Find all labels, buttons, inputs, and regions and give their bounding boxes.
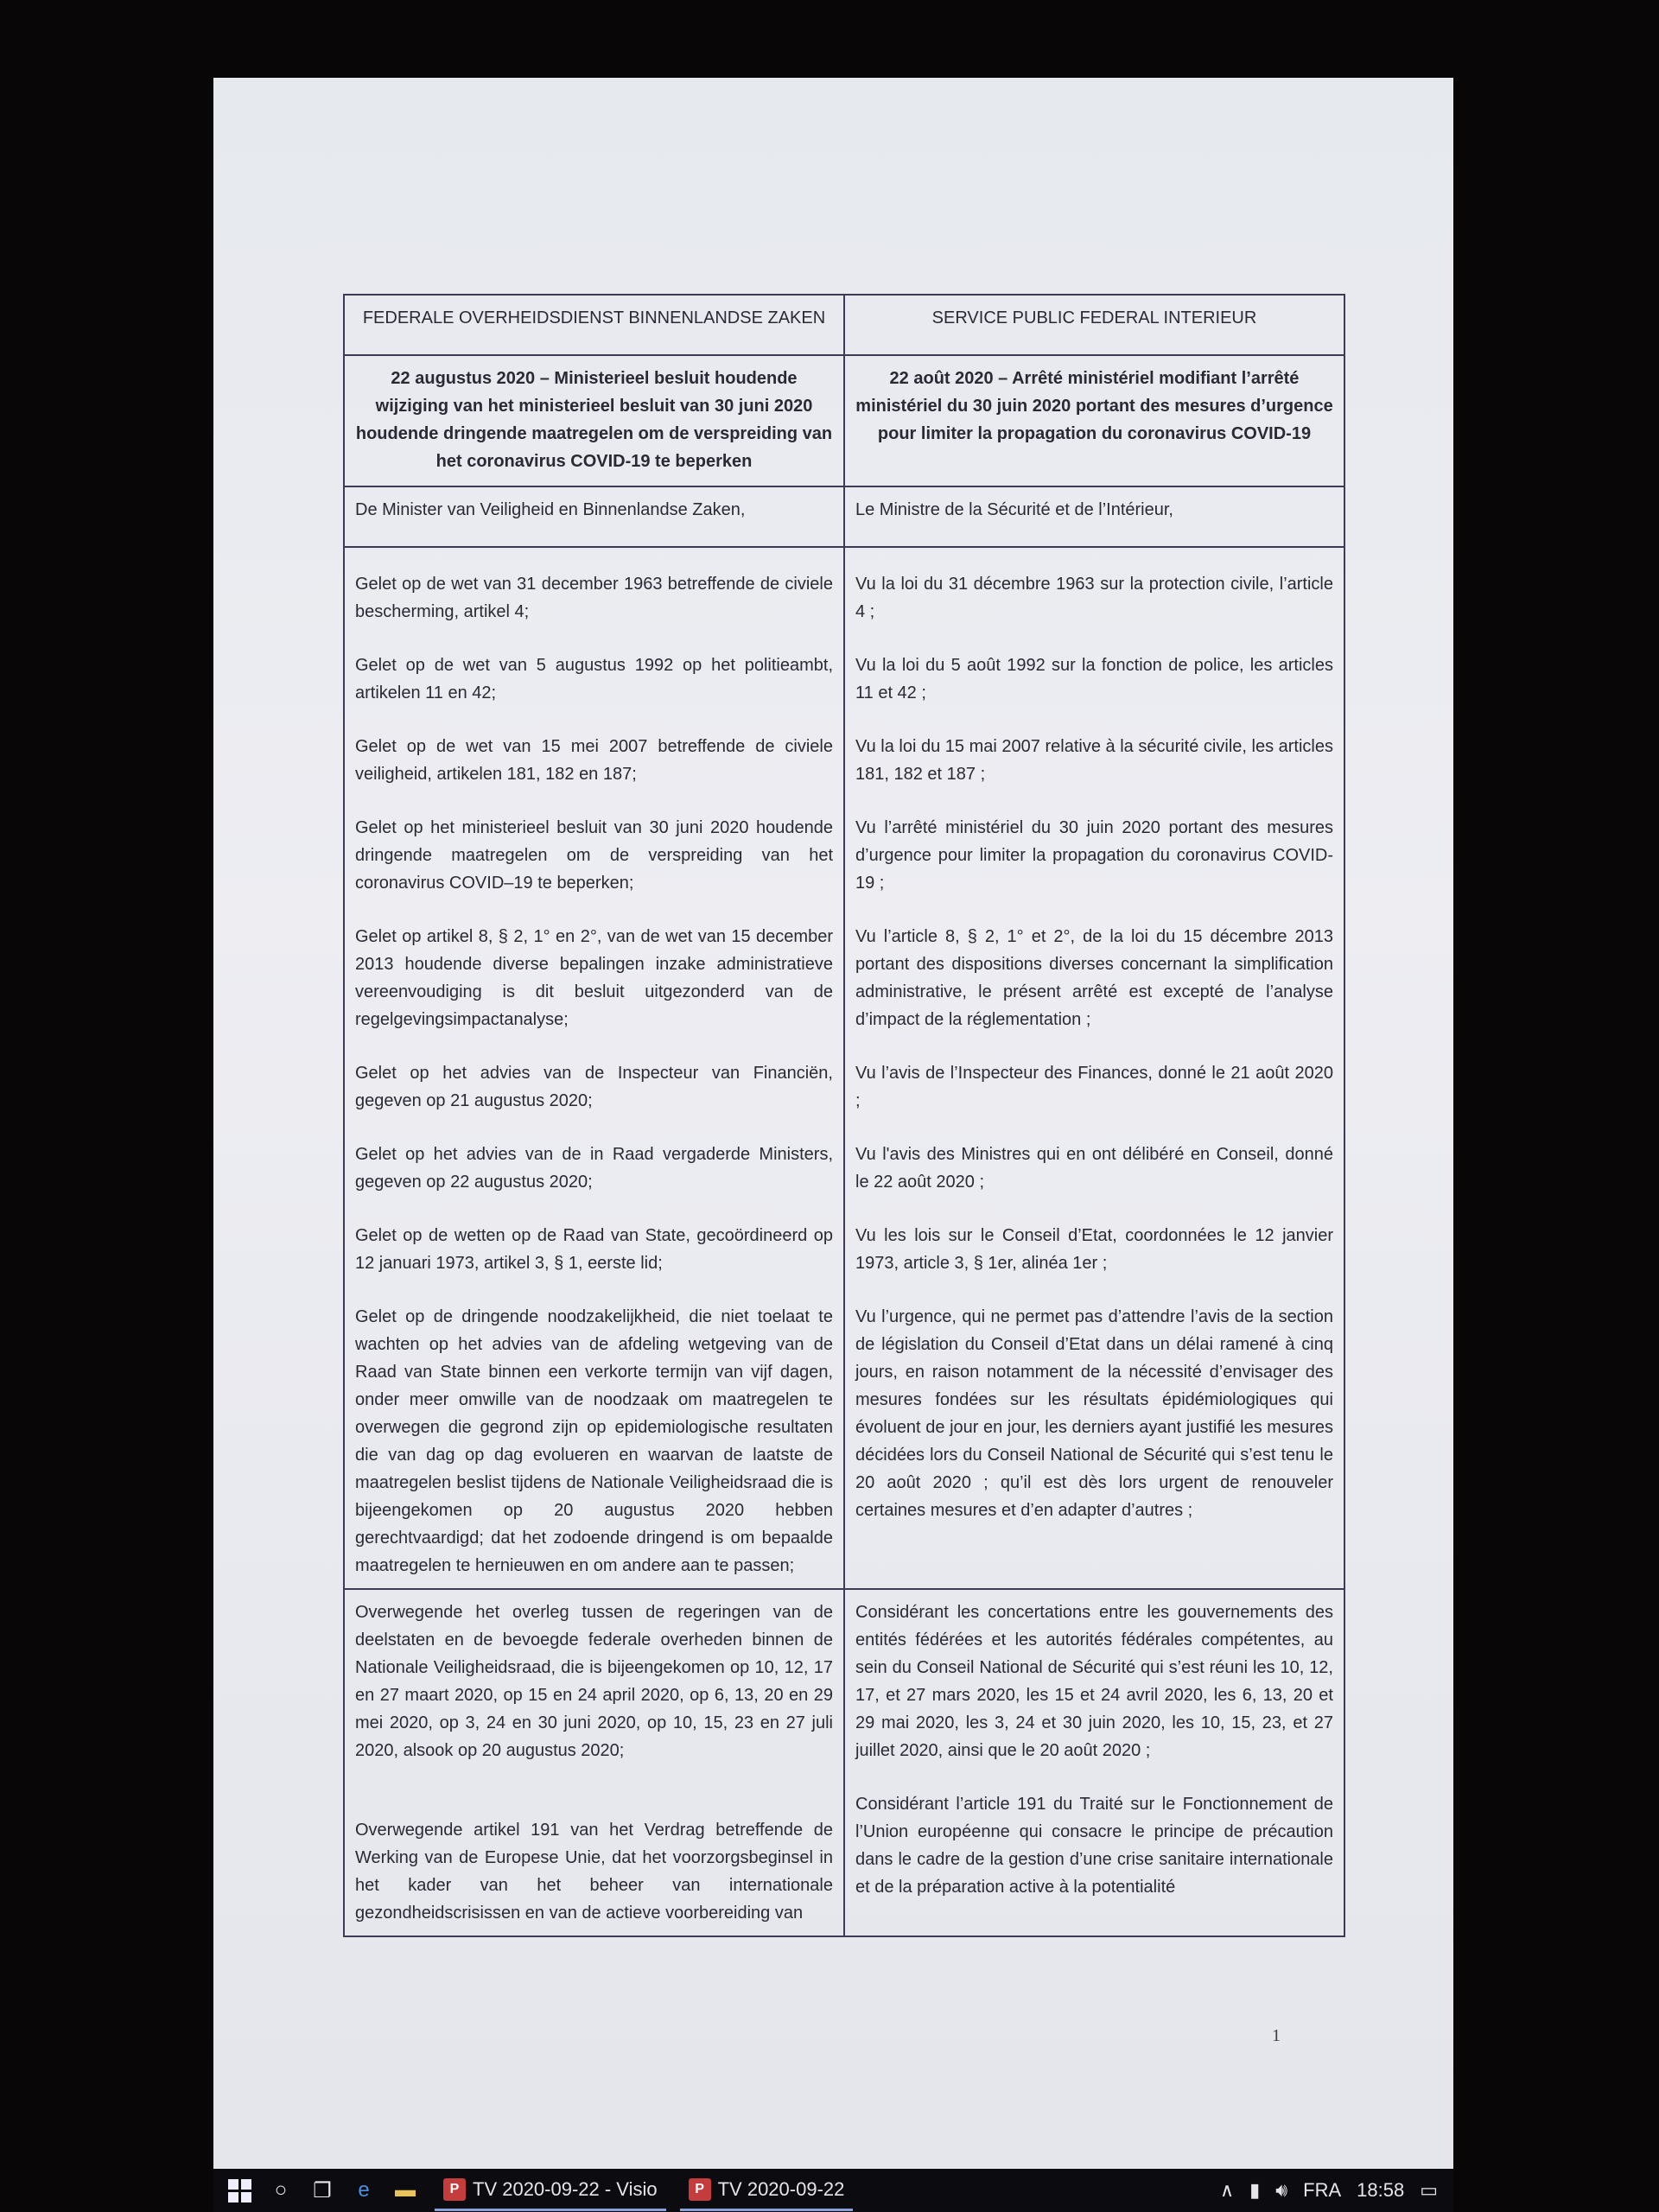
pdf-app-icon: P	[689, 2178, 711, 2201]
volume-icon[interactable]: 🔊︎	[1275, 2179, 1288, 2201]
chevron-up-icon[interactable]: ∧	[1220, 2179, 1235, 2201]
system-tray	[1220, 2179, 1453, 2202]
bilingual-table	[343, 294, 1345, 1937]
title-row	[344, 355, 1344, 486]
clock[interactable]: 18:58	[1357, 2179, 1405, 2201]
recital-fr: Vu l'avis des Ministres qui en ont délibéré en Conseil, donné le 22 août 2020 ;	[855, 1145, 1333, 1192]
minister-nl: De Minister van Veiligheid en Binnenlandse Zaken,	[344, 486, 844, 547]
title-nl: 22 augustus 2020 – Ministerieel besluit houdende wijziging van het ministerieel besluit van 30 juni 2020 houdende dringende maatregelen om de verspreiding van het coronavirus COVID-19 te beperken	[344, 355, 844, 486]
considering-nl-para: Overwegende artikel 191 van het Verdrag betreffende de Werking van de Europese Unie, dat het voorzorgsbeginsel in het kader van het beheer van internationale gezondheidscrisissen en van de actieve voorbereiding van	[355, 1821, 833, 1923]
recital-nl: Gelet op het ministerieel besluit van 30 juni 2020 houdende dringende maatregelen om de verspreiding van het coronavirus COVID–19 te beperken;	[355, 818, 833, 893]
considering-row	[344, 1589, 1344, 1936]
recital-nl: Gelet op artikel 8, § 2, 1° en 2°, van de wet van 15 december 2013 houdende diverse bepalingen inzake administratieve vereenvoudiging is dit besluit uitgezonderd van de regelgevingsimpactanalyse;	[355, 927, 833, 1029]
page-number: 1	[1272, 2026, 1281, 2045]
file-explorer-icon[interactable]: ▬	[395, 2178, 416, 2202]
considering-fr-para: Considérant l’article 191 du Traité sur le Fonctionnement de l’Union européenne qui consacre le principe de précaution dans le cadre de la gestion d’une crise sanitaire internationale et de la préparation active à la potentialité	[855, 1795, 1333, 1897]
recital-fr: Vu l’arrêté ministériel du 30 juin 2020 portant des mesures d’urgence pour limiter la propagation du coronavirus COVID-19 ;	[855, 818, 1333, 893]
recitals-row	[344, 547, 1344, 1589]
pdf-app-icon: P	[443, 2178, 466, 2201]
taskbar-app-label: TV 2020-09-22	[717, 2177, 845, 2200]
monitor-screen	[213, 78, 1453, 2169]
recital-nl: Gelet op het advies van de Inspecteur van Financiën, gegeven op 21 augustus 2020;	[355, 1064, 833, 1110]
notification-icon[interactable]: ▭	[1420, 2179, 1438, 2201]
recital-nl: Gelet op de dringende noodzakelijkheid, die niet toelaat te wachten op het advies van de afdeling wetgeving van de Raad van State binnen een verkorte termijn van vijf dagen, onder meer omwille van de noodzaak om maatregelen te overwegen die gegrond zijn op epidemiologische resultaten die van dag op dag evolueren en waarvan de laatste de maatregelen beslist tijdens de Nationale Veiligheidsraad die is bijeengekomen op 20 augustus 2020 hebben gerechtvaardigd; dat het zodoende dringend is om bepaalde maatregelen te hernieuwen en om andere aan te passen;	[355, 1307, 833, 1575]
recital-nl: Gelet op de wet van 31 december 1963 betreffende de civiele bescherming, artikel 4;	[355, 575, 833, 621]
start-button[interactable]	[224, 2175, 255, 2206]
edge-browser-icon[interactable]: e	[358, 2178, 370, 2202]
considering-nl	[344, 1589, 844, 1936]
recitals-nl	[344, 547, 844, 1589]
document-page	[343, 294, 1345, 1937]
taskbar	[213, 2169, 1453, 2212]
windows-logo-icon	[228, 2179, 251, 2202]
recital-fr: Vu les lois sur le Conseil d’Etat, coordonnées le 12 janvier 1973, article 3, § 1er, alinéa 1er ;	[855, 1226, 1333, 1273]
recital-nl: Gelet op de wet van 15 mei 2007 betreffende de civiele veiligheid, artikelen 181, 182 en 187;	[355, 737, 833, 784]
recital-nl: Gelet op het advies van de in Raad vergaderde Ministers, gegeven op 22 augustus 2020;	[355, 1145, 833, 1192]
minister-row	[344, 486, 1344, 547]
recital-fr: Vu la loi du 5 août 1992 sur la fonction de police, les articles 11 et 42 ;	[855, 656, 1333, 702]
recital-fr: Vu la loi du 15 mai 2007 relative à la sécurité civile, les articles 181, 182 et 187 ;	[855, 737, 1333, 784]
task-view-icon[interactable]: ❐	[313, 2178, 332, 2202]
recital-nl: Gelet op de wet van 5 augustus 1992 op het politieambt, artikelen 11 en 42;	[355, 656, 833, 702]
recital-fr: Vu l’urgence, qui ne permet pas d’attendre l’avis de la section de législation du Conseil d’Etat dans un délai ramené à cinq jours, en raison notamment de la nécessité d’envisager des mesures fondées sur les résultats épidémiologiques qui évoluent de jour en jour, les derniers ayant justifié les mesures décidées lors du Conseil National de Sécurité qui s’est tenu le 20 août 2020 ; qu’il est dès lors urgent de renouveler certaines mesures et d’en adapter d’autres ;	[855, 1307, 1333, 1520]
language-indicator[interactable]: FRA	[1303, 2179, 1342, 2201]
network-icon[interactable]: ▮	[1249, 2179, 1261, 2201]
recitals-fr	[844, 547, 1344, 1589]
considering-fr	[844, 1589, 1344, 1936]
recital-fr: Vu la loi du 31 décembre 1963 sur la protection civile, l’article 4 ;	[855, 575, 1333, 621]
considering-nl-para: Overwegende het overleg tussen de regeringen van de deelstaten en de bevoegde federale overheden binnen de Nationale Veiligheidsraad, die is bijeengekomen op 10, 12, 17 en 27 maart 2020, op 15 en 24 april 2020, op 6, 13, 20 en 29 mei 2020, op 3, 24 en 30 juni 2020, op 10, 15, 23 en 27 juli 2020, alsook op 20 augustus 2020;	[355, 1603, 833, 1760]
minister-fr: Le Ministre de la Sécurité et de l’Intérieur,	[844, 486, 1344, 547]
taskbar-app-visio[interactable]	[435, 2171, 666, 2211]
title-fr: 22 août 2020 – Arrêté ministériel modifiant l’arrêté ministériel du 30 juin 2020 portant des mesures d’urgence pour limiter la propagation du coronavirus COVID-19	[844, 355, 1344, 486]
considering-fr-para: Considérant les concertations entre les gouvernements des entités fédérées et les autorités fédérales compétentes, au sein du Conseil National de Sécurité qui s’est réuni les 10, 12, 17, et 27 mars 2020, les 15 et 24 avril 2020, les 6, 13, 20 et 29 mai 2020, les 3, 24 et 30 juin 2020, les 10, 15, 23, et 27 juillet 2020, ainsi que le 20 août 2020 ;	[855, 1603, 1333, 1760]
header-nl: FEDERALE OVERHEIDSDIENST BINNENLANDSE ZAKEN	[344, 295, 844, 355]
recital-fr: Vu l’avis de l’Inspecteur des Finances, donné le 21 août 2020 ;	[855, 1064, 1333, 1110]
recital-fr: Vu l’article 8, § 2, 1° et 2°, de la loi du 15 décembre 2013 portant des dispositions diverses concernant la simplification administrative, le présent arrêté est excepté de l’analyse d’impact de la réglementation ;	[855, 927, 1333, 1029]
search-icon[interactable]: ○	[274, 2178, 288, 2202]
taskbar-app-document[interactable]	[680, 2171, 854, 2211]
taskbar-app-label: TV 2020-09-22 - Visio	[473, 2177, 658, 2200]
recital-nl: Gelet op de wetten op de Raad van State, gecoördineerd op 12 januari 1973, artikel 3, § 1, eerste lid;	[355, 1226, 833, 1273]
header-row	[344, 295, 1344, 355]
header-fr: SERVICE PUBLIC FEDERAL INTERIEUR	[844, 295, 1344, 355]
